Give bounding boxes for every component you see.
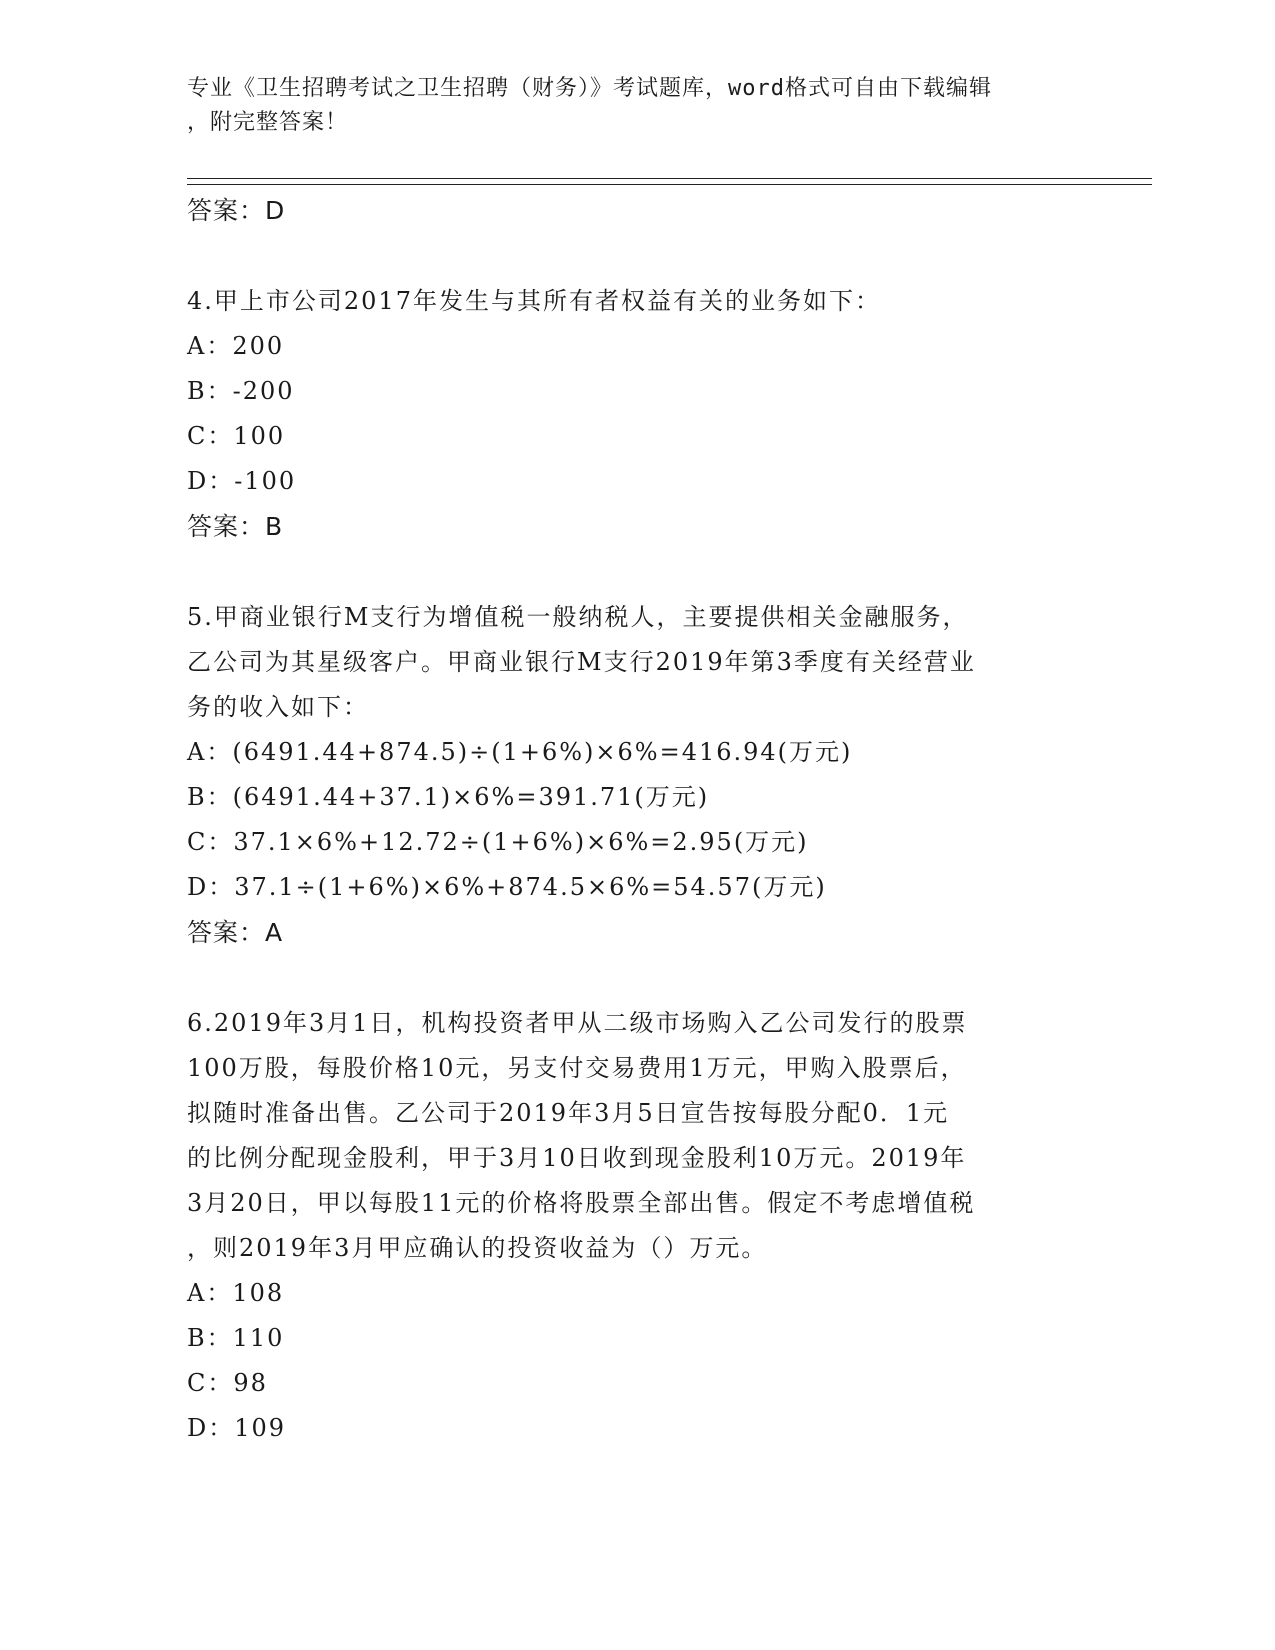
question-6 xyxy=(187,1001,1087,1451)
option-c: C：98 xyxy=(187,1369,268,1397)
question-stem-line: 5.甲商业银行M支行为增值税一般纳税人，主要提供相关金融服务， xyxy=(187,603,969,631)
answer-q5: 答案：A xyxy=(187,918,284,947)
spacer xyxy=(187,955,1087,1001)
question-content xyxy=(187,188,1087,1451)
option-c: C：37.1×6%+12.72÷(1+6%)×6%=2.95(万元) xyxy=(187,828,809,856)
spacer xyxy=(187,549,1087,595)
question-stem-line: 务的收入如下： xyxy=(187,693,369,721)
header-double-rule xyxy=(187,178,1152,185)
question-stem-line: 的比例分配现金股利，甲于3月10日收到现金股利10万元。2019年 xyxy=(187,1144,967,1172)
option-d: D：37.1÷(1+6%)×6%+874.5×6%=54.57(万元) xyxy=(187,873,827,901)
option-b: B：110 xyxy=(187,1324,285,1352)
option-d: D：-100 xyxy=(187,467,297,495)
option-d: D：109 xyxy=(187,1414,287,1442)
spacer xyxy=(187,233,1087,279)
option-a: A：200 xyxy=(187,332,285,360)
answer-previous: 答案：D xyxy=(187,196,286,225)
question-stem-line: 100万股，每股价格10元，另支付交易费用1万元，甲购入股票后， xyxy=(187,1054,967,1082)
question-stem-line: 6.2019年3月1日，机构投资者甲从二级市场购入乙公司发行的股票 xyxy=(187,1009,968,1037)
question-stem-line: 拟随时准备出售。乙公司于2019年3月5日宣告按每股分配0．1元 xyxy=(187,1099,950,1127)
question-stem-line: 3月20日，甲以每股11元的价格将股票全部出售。假定不考虑增值税 xyxy=(187,1189,976,1217)
question-stem-line: 乙公司为其星级客户。甲商业银行M支行2019年第3季度有关经营业 xyxy=(187,648,976,676)
header-line-1: 专业《卫生招聘考试之卫生招聘（财务）》考试题库，word格式可自由下载编辑 xyxy=(187,76,992,101)
option-b: B：(6491.44+37.1)×6%=391.71(万元) xyxy=(187,783,710,811)
question-stem-line: ，则2019年3月甲应确认的投资收益为（）万元。 xyxy=(187,1234,768,1262)
option-a: A：(6491.44+874.5)÷(1+6%)×6%=416.94(万元) xyxy=(187,738,853,766)
answer-q4: 答案：B xyxy=(187,512,284,541)
question-4 xyxy=(187,279,1087,549)
option-a: A：108 xyxy=(187,1279,285,1307)
option-c: C：100 xyxy=(187,422,286,450)
question-stem-line: 4.甲上市公司2017年发生与其所有者权益有关的业务如下： xyxy=(187,287,881,315)
header-line-2: ，附完整答案！ xyxy=(187,110,349,135)
question-5 xyxy=(187,595,1087,955)
option-b: B：-200 xyxy=(187,377,295,405)
page-header xyxy=(187,72,1067,140)
